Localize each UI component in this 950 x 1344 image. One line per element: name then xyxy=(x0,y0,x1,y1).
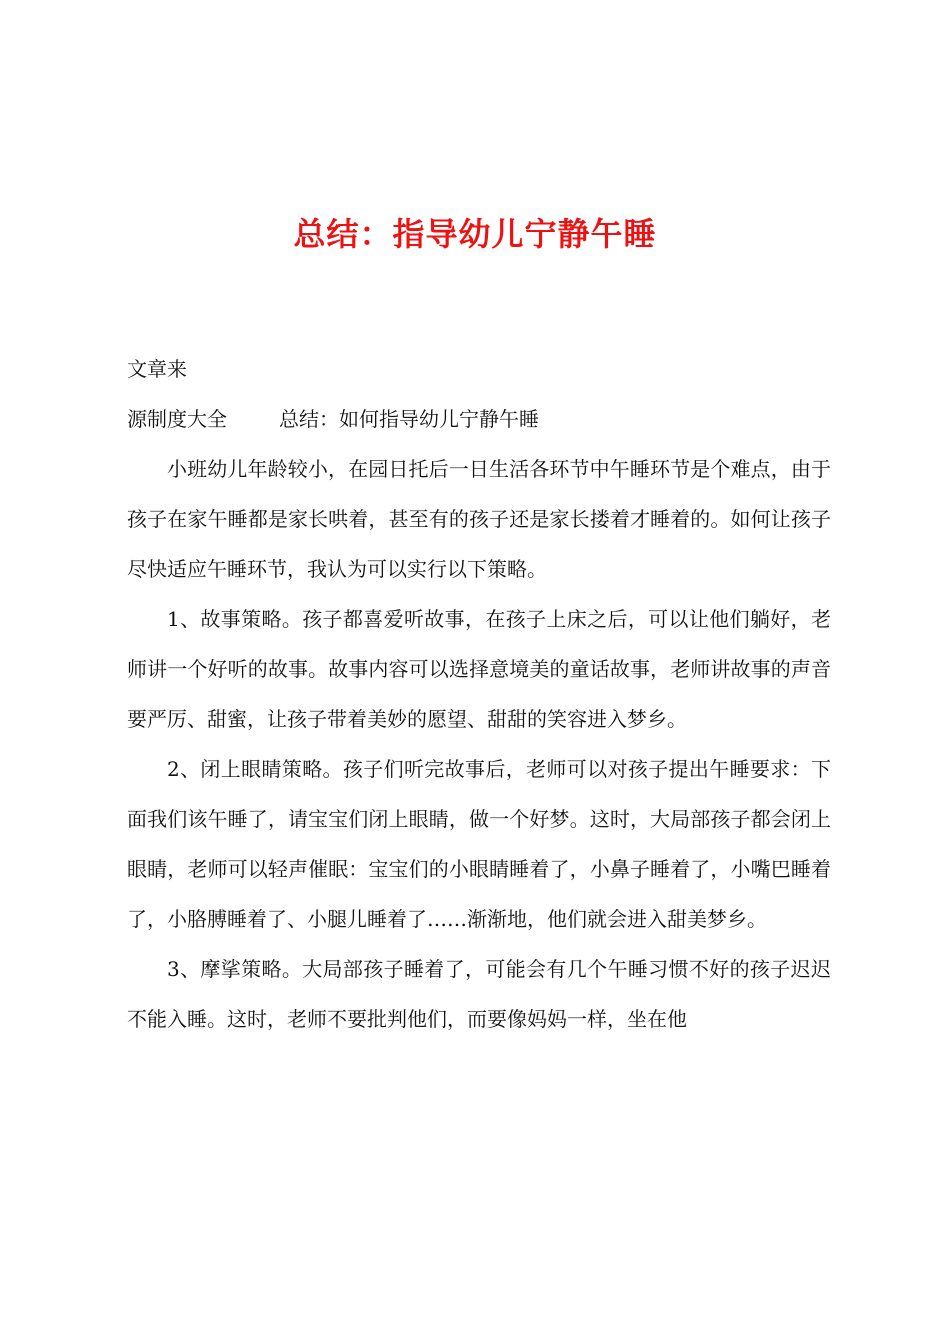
paragraph-story-strategy: 1、故事策略。孩子都喜爱听故事，在孩子上床之后，可以让他们躺好，老师讲一个好听的故事。故事内容可以选择意境美的童话故事，老师讲故事的声音要严厉、甜蜜，让孩子带着美妙的愿望、甜甜的笑容进入梦乡。 xyxy=(127,607,831,731)
source-article-title: 总结：如何指导幼儿宁静午睡 xyxy=(279,407,539,431)
source-line-1: 文章来 xyxy=(127,357,187,381)
source-line-2 xyxy=(127,394,831,444)
document-body xyxy=(127,344,831,1044)
paragraph-close-eyes-strategy: 2、闭上眼睛策略。孩子们听完故事后，老师可以对孩子提出午睡要求：下面我们该午睡了，请宝宝们闭上眼睛，做一个好梦。这时，大局部孩子都会闭上眼睛，老师可以轻声催眠：宝宝们的小眼睛睡着了，小鼻子睡着了，小嘴巴睡着了，小胳膊睡着了、小腿儿睡着了……渐渐地，他们就会进入甜美梦乡。 xyxy=(127,757,831,931)
paragraph-intro: 小班幼儿年龄较小，在园日托后一日生活各环节中午睡环节是个难点，由于孩子在家午睡都是家长哄着，甚至有的孩子还是家长搂着才睡着的。如何让孩子尽快适应午睡环节，我认为可以实行以下策略。 xyxy=(127,457,831,581)
source-site-name: 源制度大全 xyxy=(127,407,227,431)
document-title: 总结：指导幼儿宁静午睡 xyxy=(293,215,657,253)
paragraph-stroking-strategy: 3、摩挲策略。大局部孩子睡着了，可能会有几个午睡习惯不好的孩子迟迟不能入睡。这时，老师不要批判他们，而要像妈妈一样，坐在他 xyxy=(127,957,831,1031)
